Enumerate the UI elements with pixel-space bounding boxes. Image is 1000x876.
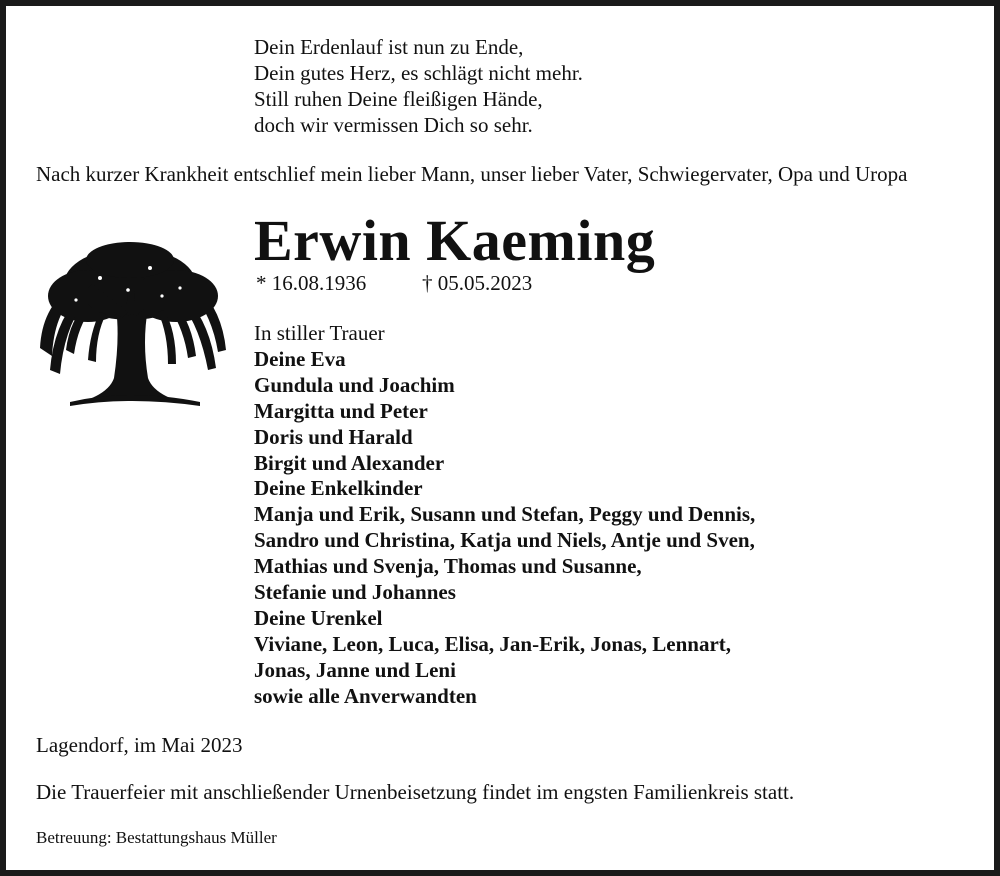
funeral-home-credit: Betreuung: Bestattungshaus Müller	[36, 828, 277, 847]
funeral-note: Die Trauerfeier mit anschließender Urnenbeisetzung findet im engsten Familienkreis statt.	[36, 780, 795, 804]
mourner-line: Doris und Harald	[254, 424, 413, 449]
poem	[254, 34, 583, 138]
intro-text: Nach kurzer Krankheit entschlief mein lieber Mann, unser lieber Vater, Schwiegervater, Opa und Uropa	[36, 162, 908, 186]
weeping-willow-tree-icon	[30, 238, 228, 410]
birth-date: * 16.08.1936	[256, 271, 367, 295]
mourner-line: Viviane, Leon, Luca, Elisa, Jan-Erik, Jonas, Lennart,	[254, 631, 732, 656]
mourner-line: Stefanie und Johannes	[254, 580, 456, 605]
poem-line: Dein gutes Herz, es schlägt nicht mehr.	[254, 61, 583, 85]
mourner-line: Sandro und Christina, Katja und Niels, Antje und Sven,	[254, 528, 755, 553]
life-dates	[256, 270, 532, 296]
deceased-name: Erwin Kaeming	[254, 208, 656, 273]
poem-line: doch wir vermissen Dich so sehr.	[254, 113, 533, 137]
poem-line: Still ruhen Deine fleißigen Hände,	[254, 87, 543, 111]
mourner-line: Manja und Erik, Susann und Stefan, Peggy und Dennis,	[254, 502, 756, 527]
mourner-line: Birgit und Alexander	[254, 450, 445, 475]
mourner-line: Deine Enkelkinder	[254, 476, 423, 501]
mourning-intro: In stiller Trauer	[254, 321, 385, 345]
mourners-list	[254, 321, 755, 710]
place-date: Lagendorf, im Mai 2023	[36, 733, 243, 757]
poem-line: Dein Erdenlauf ist nun zu Ende,	[254, 35, 524, 59]
mourner-line: Deine Urenkel	[254, 605, 383, 630]
death-date: † 05.05.2023	[422, 271, 533, 295]
mourner-line: Jonas, Janne und Leni	[254, 657, 456, 682]
mourner-line: Gundula und Joachim	[254, 372, 455, 397]
mourner-line: sowie alle Anverwandten	[254, 683, 477, 708]
mourner-line: Mathias und Svenja, Thomas und Susanne,	[254, 554, 642, 579]
mourner-line: Deine Eva	[254, 346, 346, 371]
mourner-line: Margitta und Peter	[254, 398, 428, 423]
